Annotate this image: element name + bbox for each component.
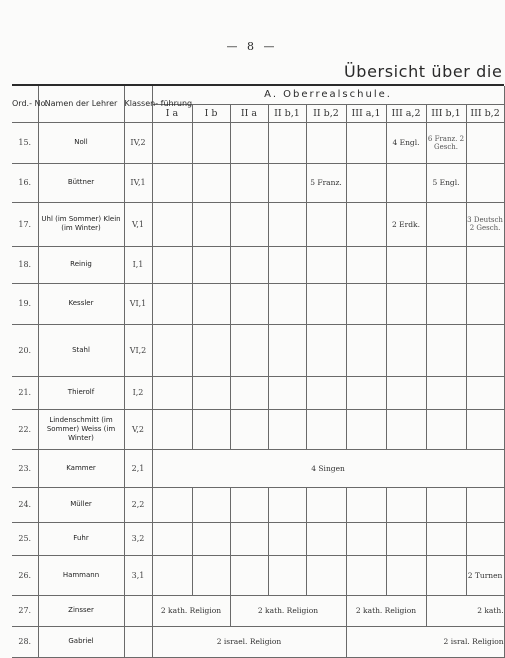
lesson-cell xyxy=(306,324,346,376)
lesson-cell xyxy=(466,122,504,163)
class-header: I a xyxy=(152,104,192,122)
teacher-name: Zinsser xyxy=(38,595,124,626)
lesson-cell xyxy=(386,555,426,595)
lesson-cell xyxy=(426,283,466,324)
class-leadership: V,2 xyxy=(124,409,152,449)
lesson-cell xyxy=(192,409,230,449)
lesson-cell xyxy=(306,522,346,555)
ord-number: 15. xyxy=(12,122,38,163)
lesson-cell: 3 Deutsch 2 Gesch. xyxy=(466,202,504,246)
lesson-cell xyxy=(152,163,192,202)
lesson-cell xyxy=(152,122,192,163)
lesson-cell: 2 Turnen xyxy=(466,555,504,595)
lesson-cell xyxy=(346,283,386,324)
lesson-cell xyxy=(268,324,306,376)
class-header: II a xyxy=(230,104,268,122)
class-header: III b,2 xyxy=(466,104,504,122)
lesson-cell xyxy=(346,202,386,246)
table-row xyxy=(12,202,504,246)
teacher-name: Kammer xyxy=(38,449,124,487)
table-row xyxy=(12,487,504,522)
lesson-cell xyxy=(346,409,386,449)
class-leadership: 2,1 xyxy=(124,449,152,487)
lesson-cell xyxy=(386,324,426,376)
table-row xyxy=(12,283,504,324)
lesson-cell xyxy=(268,246,306,283)
lesson-cell xyxy=(152,555,192,595)
lesson-cell xyxy=(426,246,466,283)
lesson-cell xyxy=(268,409,306,449)
lesson-cell xyxy=(152,246,192,283)
class-leadership: 3,2 xyxy=(124,522,152,555)
ord-number: 18. xyxy=(12,246,38,283)
lesson-cell xyxy=(386,522,426,555)
teacher-schedule-table xyxy=(12,86,505,658)
lesson-cell xyxy=(306,376,346,409)
lesson-cell: 6 Franz. 2 Gesch. xyxy=(426,122,466,163)
table-body xyxy=(12,122,504,657)
class-leadership xyxy=(124,626,152,657)
ord-number: 24. xyxy=(12,487,38,522)
lesson-cell xyxy=(192,487,230,522)
table-row xyxy=(12,449,504,487)
lesson-cell xyxy=(152,324,192,376)
lesson-band: 2 isral. Religion xyxy=(346,626,504,657)
lesson-cell xyxy=(230,409,268,449)
class-header: II b,2 xyxy=(306,104,346,122)
lesson-cell: 4 Engl. xyxy=(386,122,426,163)
lesson-cell xyxy=(152,376,192,409)
class-leadership: IV,2 xyxy=(124,122,152,163)
lesson-cell xyxy=(152,409,192,449)
lesson-cell xyxy=(230,163,268,202)
class-leadership: IV,1 xyxy=(124,163,152,202)
lesson-cell xyxy=(346,376,386,409)
teacher-name: Uhl (im Sommer) Klein (im Winter) xyxy=(38,202,124,246)
lesson-cell xyxy=(346,522,386,555)
lesson-cell xyxy=(466,324,504,376)
ord-number: 26. xyxy=(12,555,38,595)
lesson-cell xyxy=(230,555,268,595)
lesson-cell xyxy=(306,122,346,163)
lesson-cell xyxy=(306,555,346,595)
teacher-name: Stahl xyxy=(38,324,124,376)
ord-number: 22. xyxy=(12,409,38,449)
lesson-cell xyxy=(386,246,426,283)
class-leadership: VI,1 xyxy=(124,283,152,324)
header-row-1 xyxy=(12,86,504,104)
teacher-name: Gabriel xyxy=(38,626,124,657)
lesson-cell xyxy=(192,122,230,163)
lesson-cell xyxy=(426,555,466,595)
lesson-band: 2 israel. Religion xyxy=(152,626,346,657)
table-row xyxy=(12,409,504,449)
ord-number: 27. xyxy=(12,595,38,626)
lesson-cell xyxy=(230,122,268,163)
lesson-cell xyxy=(192,246,230,283)
lesson-band: 2 kath. Religion xyxy=(152,595,230,626)
lesson-cell xyxy=(268,283,306,324)
class-header: I b xyxy=(192,104,230,122)
page-title: Übersicht über die xyxy=(344,62,503,81)
table-row xyxy=(12,122,504,163)
header-klassen: Klassen- führung xyxy=(124,86,152,122)
class-leadership: V,1 xyxy=(124,202,152,246)
lesson-cell xyxy=(268,555,306,595)
lesson-cell: 5 Engl. xyxy=(426,163,466,202)
lesson-cell xyxy=(192,202,230,246)
lesson-cell xyxy=(230,283,268,324)
lesson-cell xyxy=(346,324,386,376)
class-leadership: 3,1 xyxy=(124,555,152,595)
lesson-cell xyxy=(426,202,466,246)
lesson-cell xyxy=(466,376,504,409)
lesson-cell xyxy=(268,376,306,409)
lesson-cell xyxy=(346,122,386,163)
teacher-name: Kessler xyxy=(38,283,124,324)
teacher-name: Fuhr xyxy=(38,522,124,555)
lesson-cell xyxy=(152,522,192,555)
teacher-name: Reinig xyxy=(38,246,124,283)
table-row xyxy=(12,626,504,657)
teacher-name: Lindenschmitt (im Sommer) Weiss (im Winter) xyxy=(38,409,124,449)
table-row xyxy=(12,324,504,376)
lesson-cell xyxy=(192,283,230,324)
teacher-name: Noll xyxy=(38,122,124,163)
lesson-cell xyxy=(426,376,466,409)
lesson-cell xyxy=(192,324,230,376)
class-header: II b,1 xyxy=(268,104,306,122)
lesson-cell xyxy=(466,409,504,449)
lesson-cell xyxy=(268,122,306,163)
teacher-name: Müller xyxy=(38,487,124,522)
teacher-name: Büttner xyxy=(38,163,124,202)
page-number: — 8 — xyxy=(226,40,278,53)
table-row xyxy=(12,376,504,409)
lesson-cell xyxy=(466,283,504,324)
table-row xyxy=(12,522,504,555)
lesson-cell xyxy=(192,163,230,202)
table-row xyxy=(12,163,504,202)
lesson-cell xyxy=(268,163,306,202)
teacher-name: Hammann xyxy=(38,555,124,595)
lesson-cell xyxy=(230,376,268,409)
lesson-cell xyxy=(386,487,426,522)
lesson-cell xyxy=(466,246,504,283)
header-school: A. Oberrealschule. xyxy=(152,86,504,104)
lesson-cell xyxy=(192,522,230,555)
lesson-cell xyxy=(192,376,230,409)
lesson-cell xyxy=(426,324,466,376)
lesson-cell xyxy=(346,163,386,202)
table-row xyxy=(12,246,504,283)
lesson-cell xyxy=(230,522,268,555)
lesson-cell xyxy=(386,409,426,449)
lesson-cell xyxy=(152,283,192,324)
header-ord-no: Ord.- No. xyxy=(12,86,38,122)
ord-number: 20. xyxy=(12,324,38,376)
lesson-cell xyxy=(230,202,268,246)
lesson-cell xyxy=(306,246,346,283)
lesson-cell xyxy=(306,487,346,522)
ord-number: 23. xyxy=(12,449,38,487)
lesson-cell xyxy=(466,163,504,202)
class-leadership: 2,2 xyxy=(124,487,152,522)
lesson-cell xyxy=(306,283,346,324)
lesson-cell xyxy=(346,246,386,283)
lesson-cell xyxy=(426,487,466,522)
lesson-cell xyxy=(230,246,268,283)
class-header: III a,2 xyxy=(386,104,426,122)
lesson-band: 2 kath. Religion xyxy=(346,595,426,626)
ord-number: 25. xyxy=(12,522,38,555)
lesson-cell xyxy=(230,487,268,522)
class-header: III b,1 xyxy=(426,104,466,122)
lesson-cell xyxy=(152,202,192,246)
lesson-cell xyxy=(426,522,466,555)
lesson-band: 2 kath. xyxy=(426,595,504,626)
class-header: III a,1 xyxy=(346,104,386,122)
class-leadership xyxy=(124,595,152,626)
lesson-cell xyxy=(230,324,268,376)
lesson-cell: 5 Franz. xyxy=(306,163,346,202)
ord-number: 19. xyxy=(12,283,38,324)
lesson-cell xyxy=(152,487,192,522)
lesson-cell xyxy=(306,202,346,246)
class-leadership: I,2 xyxy=(124,376,152,409)
lesson-cell xyxy=(268,487,306,522)
table-row xyxy=(12,595,504,626)
ord-number: 16. xyxy=(12,163,38,202)
lesson-cell xyxy=(386,283,426,324)
lesson-cell xyxy=(426,409,466,449)
lesson-cell: 2 Erdk. xyxy=(386,202,426,246)
class-leadership: VI,2 xyxy=(124,324,152,376)
lesson-cell xyxy=(466,487,504,522)
lesson-cell xyxy=(386,376,426,409)
lesson-cell xyxy=(386,163,426,202)
ord-number: 28. xyxy=(12,626,38,657)
table-row xyxy=(12,555,504,595)
lesson-cell xyxy=(192,555,230,595)
header-names: Namen der Lehrer xyxy=(38,86,124,122)
teacher-name: Thierolf xyxy=(38,376,124,409)
lesson-cell xyxy=(268,522,306,555)
lesson-band: 2 kath. Religion xyxy=(230,595,346,626)
class-leadership: I,1 xyxy=(124,246,152,283)
lesson-cell xyxy=(346,487,386,522)
ord-number: 21. xyxy=(12,376,38,409)
lesson-cell xyxy=(466,522,504,555)
lesson-band: 4 Singen xyxy=(152,449,504,487)
ord-number: 17. xyxy=(12,202,38,246)
lesson-cell xyxy=(346,555,386,595)
lesson-cell xyxy=(306,409,346,449)
lesson-cell xyxy=(268,202,306,246)
